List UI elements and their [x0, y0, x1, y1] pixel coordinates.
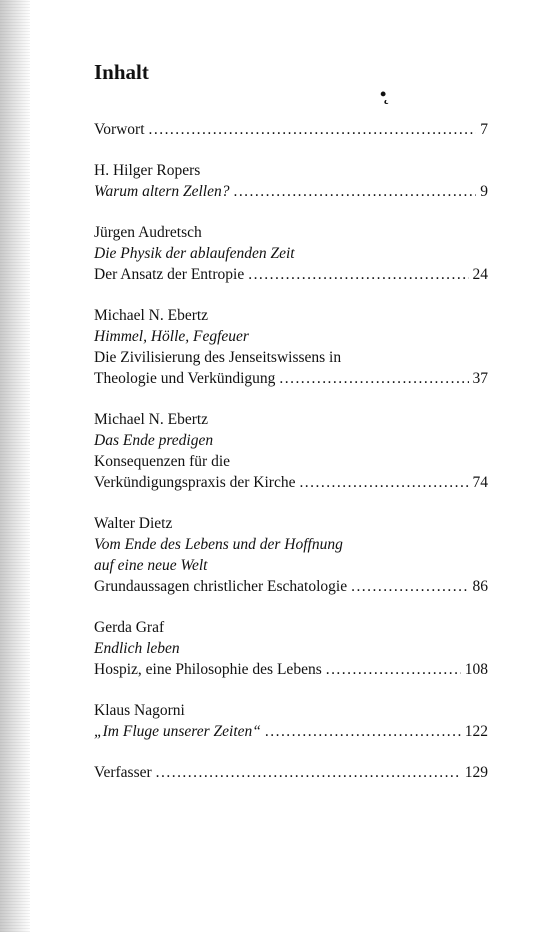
toc-row-label: „Im Fluge unserer Zeiten“: [94, 723, 261, 740]
toc-entry: [94, 222, 488, 285]
page-number: 86: [472, 578, 488, 595]
toc-row: [94, 368, 488, 389]
page-title: Inhalt: [94, 60, 149, 84]
toc-entry: [94, 700, 488, 742]
page-number: 9: [480, 183, 488, 200]
toc-row-label: Theologie und Verkündigung: [94, 370, 276, 387]
toc-entry: [94, 119, 488, 140]
toc-title-line: Das Ende predigen: [94, 432, 214, 449]
toc-row: [94, 472, 488, 493]
dot-leader: [299, 472, 468, 493]
toc-row: [94, 659, 488, 680]
toc-row-label: Hospiz, eine Philosophie des Lebens: [94, 661, 322, 678]
toc-title-line: Die Physik der ablaufenden Zeit: [94, 245, 295, 262]
table-of-contents: [94, 119, 488, 803]
toc-entry: [94, 409, 488, 493]
toc-row-label: Verkündigungspraxis der Kirche: [94, 474, 296, 491]
toc-title-line: Vom Ende des Lebens und der Hoffnung: [94, 536, 343, 553]
ink-mark: •̨: [380, 84, 387, 104]
toc-author: Walter Dietz: [94, 515, 173, 532]
scan-texture: [0, 0, 30, 932]
page-number: 122: [464, 723, 488, 740]
toc-entry: [94, 513, 488, 597]
toc-row: [94, 264, 488, 285]
page-number: 7: [480, 121, 488, 138]
dot-leader: [233, 181, 476, 202]
toc-row: [94, 119, 488, 140]
toc-author: Michael N. Ebertz: [94, 307, 209, 324]
dot-leader: [351, 576, 468, 597]
toc-row-label: Verfasser: [94, 764, 152, 781]
dot-leader: [265, 721, 461, 742]
page-number: 24: [472, 266, 488, 283]
dot-leader: [156, 762, 461, 783]
toc-row-label: Grundaussagen christlicher Eschatologie: [94, 578, 348, 595]
toc-row: [94, 762, 488, 783]
toc-title-line: Endlich leben: [94, 640, 180, 657]
toc-row: [94, 576, 488, 597]
toc-author: H. Hilger Ropers: [94, 162, 201, 179]
toc-title-line: auf eine neue Welt: [94, 557, 208, 574]
toc-entry: [94, 160, 488, 202]
page-number: 37: [472, 370, 488, 387]
toc-entry: [94, 617, 488, 680]
toc-entry: [94, 305, 488, 389]
toc-row-label: Der Ansatz der Entropie: [94, 266, 245, 283]
dot-leader: [248, 264, 468, 285]
toc-row-label: Warum altern Zellen?: [94, 183, 230, 200]
toc-author: Klaus Nagorni: [94, 702, 185, 719]
toc-row: [94, 721, 488, 742]
dot-leader: [326, 659, 461, 680]
toc-row: [94, 181, 488, 202]
toc-row-label: Vorwort: [94, 121, 145, 138]
toc-author: Jürgen Audretsch: [94, 224, 202, 241]
toc-title-line: Himmel, Hölle, Fegfeuer: [94, 328, 249, 345]
toc-title-line: Die Zivilisierung des Jenseitswissens in: [94, 349, 342, 366]
toc-author: Gerda Graf: [94, 619, 165, 636]
dot-leader: [149, 119, 477, 140]
toc-entry: [94, 762, 488, 783]
toc-title-line: Konsequenzen für die: [94, 453, 231, 470]
page-number: 129: [464, 764, 488, 781]
dot-leader: [279, 368, 468, 389]
page-number: 108: [464, 661, 488, 678]
toc-author: Michael N. Ebertz: [94, 411, 209, 428]
page-number: 74: [472, 474, 488, 491]
